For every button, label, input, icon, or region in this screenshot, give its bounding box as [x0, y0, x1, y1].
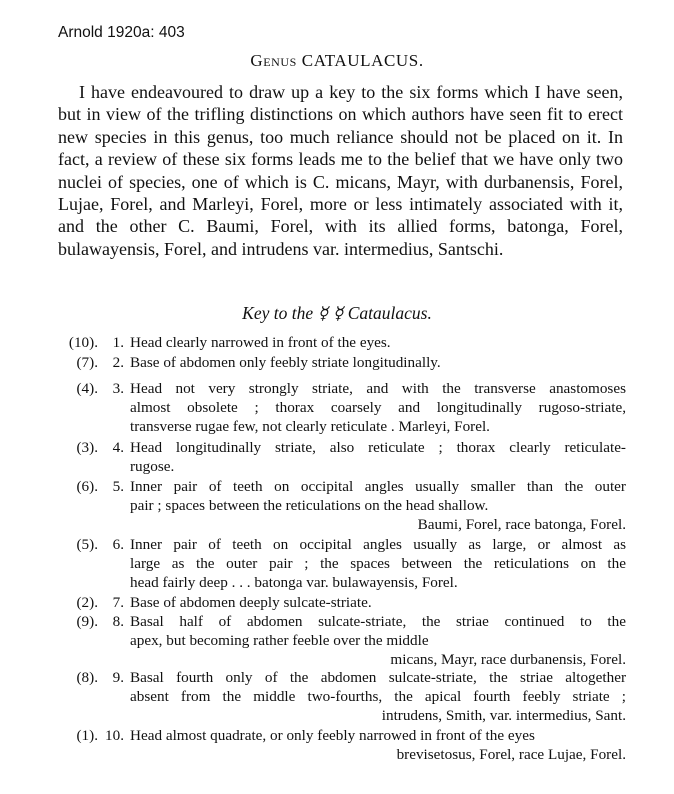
key-couplet-10 — [56, 726, 626, 764]
couplet-number: 7. — [112, 594, 124, 611]
couplet-line: apex, but becoming rather feeble over the middle — [130, 632, 429, 649]
intro-paragraph: I have endeavoured to draw up a key to the six forms which I have seen, but in view of the trifling distinctions on which authors have seen fit to erect new species in this genus, too much reliance should not be placed on it. In fact, a review of these six forms leads me to the belief that we have only two nuclei of species, one of which is C. micans, Mayr, with durbanensis, Forel, Lujae, Forel, and Marleyi, Forel, more or less intimately associated with it, and the other C. Baumi, Forel, with its allied forms, batonga, Forel, bulawayensis, Forel, and intrudens var. intermedius, Santschi. — [58, 82, 623, 259]
couplet-line: rugose. — [130, 458, 175, 475]
couplet-ref: (2). — [76, 594, 98, 611]
couplet-text — [130, 593, 626, 612]
couplet-text — [130, 612, 626, 669]
genus-heading — [0, 51, 674, 71]
couplet-line: Inner pair of teeth on occipital angles usually as large, or almost as — [130, 536, 626, 553]
genus-heading-prefix: Genus — [250, 51, 297, 70]
couplet-number: 3. — [112, 380, 124, 397]
key-couplet-5 — [56, 477, 626, 534]
couplet-number: 5. — [112, 478, 124, 495]
citation: Arnold 1920a: 403 — [58, 24, 185, 41]
couplet-ref: (6). — [76, 478, 98, 495]
couplet-ref: (8). — [76, 669, 98, 686]
couplet-text — [130, 477, 626, 534]
couplet-text — [130, 333, 626, 352]
couplet-ref: (1). — [76, 727, 98, 744]
key-title: Key to the ☿ ☿ Cataulacus. — [242, 303, 432, 323]
couplet-ref: (3). — [76, 439, 98, 456]
couplet-line: Base of abdomen only feebly striate longitudinally. — [130, 354, 441, 371]
couplet-ref: (10). — [68, 334, 98, 351]
key-couplet-3 — [56, 379, 626, 436]
couplet-line: absent from the middle two-fourths, the apical fourth feebly striate ; — [130, 688, 626, 705]
couplet-text — [130, 535, 626, 592]
couplet-line: large as the outer pair ; the spaces between the reticulations on the — [130, 555, 626, 572]
couplet-text — [130, 353, 626, 372]
key-couplet-9 — [56, 668, 626, 725]
couplet-line: Basal fourth only of the abdomen sulcate-striate, the striae altogether — [130, 669, 626, 686]
couplet-line: Head almost quadrate, or only feebly narrowed in front of the eyes — [130, 727, 535, 744]
couplet-line: Basal half of abdomen sulcate-striate, the striae continued to the — [130, 613, 626, 630]
couplet-text — [130, 726, 626, 764]
couplet-number: 4. — [112, 439, 124, 456]
couplet-line: Head clearly narrowed in front of the eyes. — [130, 334, 391, 351]
couplet-text — [130, 668, 626, 725]
couplet-text — [130, 379, 626, 436]
key-couplet-1 — [56, 333, 626, 352]
couplet-line: Base of abdomen deeply sulcate-striate. — [130, 594, 372, 611]
couplet-line: transverse rugae few, not clearly reticulate . Marleyi, Forel. — [130, 418, 490, 435]
key-couplet-6 — [56, 535, 626, 592]
couplet-ref: (9). — [76, 613, 98, 630]
couplet-number: 2. — [112, 354, 124, 371]
couplet-number: 6. — [112, 536, 124, 553]
genus-heading-name: CATAULACUS. — [301, 51, 424, 70]
couplet-line: head fairly deep . . . batonga var. bulawayensis, Forel. — [130, 574, 458, 591]
couplet-line: Head longitudinally striate, also reticulate ; thorax clearly reticulate- — [130, 439, 626, 456]
couplet-line: Baumi, Forel, race batonga, Forel. — [417, 516, 626, 533]
couplet-line: pair ; spaces between the reticulations on the head shallow. — [130, 497, 489, 514]
couplet-line: brevisetosus, Forel, race Lujae, Forel. — [396, 746, 626, 763]
couplet-number: 9. — [112, 669, 124, 686]
couplet-text — [130, 438, 626, 476]
couplet-ref: (7). — [76, 354, 98, 371]
couplet-line: Head not very strongly striate, and with the transverse anastomoses — [130, 380, 626, 397]
key-couplet-8 — [56, 612, 626, 669]
couplet-number: 10. — [105, 727, 124, 744]
couplet-line: almost obsolete ; thorax coarsely and longitudinally rugoso-striate, — [130, 399, 626, 416]
key-couplet-2 — [56, 353, 626, 372]
couplet-number: 1. — [112, 334, 124, 351]
key-couplet-4 — [56, 438, 626, 476]
key-couplet-7 — [56, 593, 626, 612]
couplet-line: micans, Mayr, race durbanensis, Forel. — [390, 651, 626, 668]
couplet-ref: (5). — [76, 536, 98, 553]
couplet-line: intrudens, Smith, var. intermedius, Sant. — [381, 707, 626, 724]
couplet-ref: (4). — [76, 380, 98, 397]
couplet-line: Inner pair of teeth on occipital angles usually smaller than the outer — [130, 478, 626, 495]
couplet-number: 8. — [112, 613, 124, 630]
